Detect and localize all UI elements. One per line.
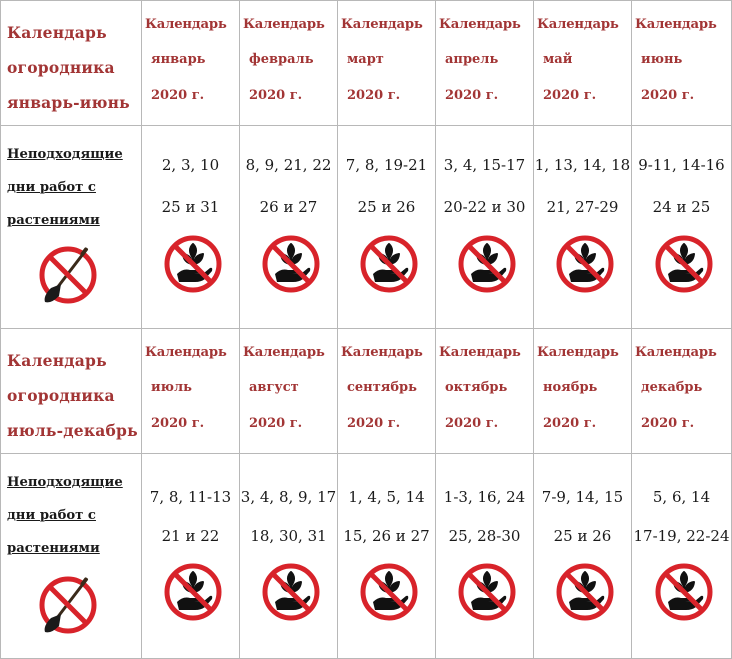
days-cell-september: 1, 4, 5, 14 15, 26 и 27	[338, 454, 436, 659]
days-cell-february: 8, 9, 21, 22 26 и 27	[240, 126, 338, 329]
month-header-september: Календарь сентябрь 2020 г.	[338, 329, 436, 454]
row-label-unsuitable-days: Неподходящие дни работ с растениями	[1, 126, 142, 329]
days-cell-april: 3, 4, 15-17 20-22 и 30	[436, 126, 534, 329]
header-row-jan-jun	[1, 1, 732, 126]
days-cell-may: 1, 13, 14, 18 21, 27-29	[534, 126, 632, 329]
no-planting-icon	[654, 234, 714, 294]
month-header-november: Календарь ноябрь 2020 г.	[534, 329, 632, 454]
month-header-march: Календарь март 2020 г.	[338, 1, 436, 126]
no-planting-icon	[359, 234, 419, 294]
month-header-july: Календарь июль 2020 г.	[142, 329, 240, 454]
days-cell-july: 7, 8, 11-13 21 и 22	[142, 454, 240, 659]
no-planting-icon	[261, 234, 321, 294]
header-row-jul-dec	[1, 329, 732, 454]
month-header-june: Календарь июнь 2020 г.	[632, 1, 732, 126]
days-cell-august: 3, 4, 8, 9, 17 18, 30, 31	[240, 454, 338, 659]
days-cell-january: 2, 3, 10 25 и 31	[142, 126, 240, 329]
no-shovel-icon	[37, 244, 99, 306]
month-header-may: Календарь май 2020 г.	[534, 1, 632, 126]
days-cell-june: 9-11, 14-16 24 и 25	[632, 126, 732, 329]
month-header-december: Календарь декабрь 2020 г.	[632, 329, 732, 454]
days-cell-october: 1-3, 16, 24 25, 28-30	[436, 454, 534, 659]
no-shovel-icon	[37, 574, 99, 636]
no-planting-icon	[163, 234, 223, 294]
no-planting-icon	[457, 234, 517, 294]
no-planting-icon	[555, 562, 615, 622]
days-row-jul-dec	[1, 454, 732, 659]
no-planting-icon	[359, 562, 419, 622]
month-header-april: Календарь апрель 2020 г.	[436, 1, 534, 126]
month-header-october: Календарь октябрь 2020 г.	[436, 329, 534, 454]
section-title-jan-jun: Календарь огородника январь-июнь	[1, 1, 142, 126]
days-cell-november: 7-9, 14, 15 25 и 26	[534, 454, 632, 659]
month-header-february: Календарь февраль 2020 г.	[240, 1, 338, 126]
no-planting-icon	[261, 562, 321, 622]
month-header-january: Календарь январь 2020 г.	[142, 1, 240, 126]
month-header-august: Календарь август 2020 г.	[240, 329, 338, 454]
no-planting-icon	[457, 562, 517, 622]
row-label-unsuitable-days: Неподходящие дни работ с растениями	[1, 454, 142, 659]
days-row-jan-jun	[1, 126, 732, 329]
no-planting-icon	[555, 234, 615, 294]
days-cell-march: 7, 8, 19-21 25 и 26	[338, 126, 436, 329]
section-title-jul-dec: Календарь огородника июль-декабрь	[1, 329, 142, 454]
no-planting-icon	[163, 562, 223, 622]
days-cell-december: 5, 6, 14 17-19, 22-24	[632, 454, 732, 659]
no-planting-icon	[654, 562, 714, 622]
